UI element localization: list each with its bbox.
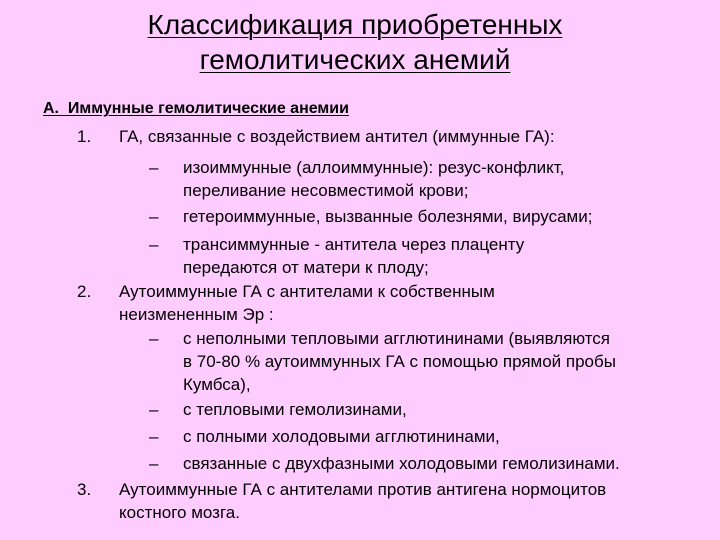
list-item-text: Аутоиммунные ГА с антителами против антигена нормоцитов xyxy=(119,480,607,499)
sub-item-text: с неполными тепловыми агглютининами (выявляются xyxy=(183,329,611,348)
slide-title-line-1: Классификация приобретенных xyxy=(147,9,563,40)
slide-title-line-2: гемолитических анемий xyxy=(199,44,511,75)
list-item-2 xyxy=(77,280,719,326)
sub-item-text: с тепловыми гемолизинами, xyxy=(183,400,407,419)
sub-item-2-3 xyxy=(149,425,713,448)
dash-bullet: – xyxy=(149,235,159,254)
dash-bullet: – xyxy=(149,400,159,419)
sub-item-2-1 xyxy=(149,327,713,396)
list-item-text: неизмененным Эр : xyxy=(119,305,274,324)
sub-item-text: с полными холодовыми агглютининами, xyxy=(183,427,500,446)
list-item-text: костного мозга. xyxy=(119,503,240,522)
sub-item-text: трансиммунные - антитела через плаценту xyxy=(183,235,525,254)
sub-item-text: переливание несовместимой крови; xyxy=(183,181,469,200)
sub-item-2-4 xyxy=(149,452,713,475)
list-item-1 xyxy=(77,125,719,148)
section-heading: А. Иммунные гемолитические анемии xyxy=(43,100,349,117)
list-item-text: Аутоиммунные ГА с антителами к собственным xyxy=(119,282,495,301)
sub-item-text: в 70-80 % аутоиммунных ГА с помощью прямой пробы xyxy=(183,352,616,371)
sub-item-2-2 xyxy=(149,398,713,421)
list-item-3 xyxy=(77,478,719,524)
dash-bullet: – xyxy=(149,329,159,348)
dash-bullet: – xyxy=(149,454,159,473)
dash-bullet: – xyxy=(149,207,159,226)
sub-item-1-2 xyxy=(149,205,713,228)
sub-item-text: гетероиммунные, вызванные болезнями, вирусами; xyxy=(183,207,593,226)
sub-item-1-1 xyxy=(149,156,713,202)
list-item-number: 1. xyxy=(77,127,92,146)
sub-item-text: передаются от матери к плоду; xyxy=(183,258,429,277)
dash-bullet: – xyxy=(149,427,159,446)
sub-item-1-3 xyxy=(149,233,713,279)
sub-item-text: Кумбса), xyxy=(183,375,251,394)
list-item-text: ГА, связанные с воздействием антител (иммунные ГА): xyxy=(119,127,555,146)
sub-item-text: связанные с двухфазными холодовыми гемолизинами. xyxy=(183,454,620,473)
list-item-number: 3. xyxy=(77,480,92,499)
slide-title xyxy=(0,7,710,77)
list-item-number: 2. xyxy=(77,282,92,301)
sub-item-text: изоиммунные (аллоиммунные): резус-конфликт, xyxy=(183,158,565,177)
dash-bullet: – xyxy=(149,158,159,177)
